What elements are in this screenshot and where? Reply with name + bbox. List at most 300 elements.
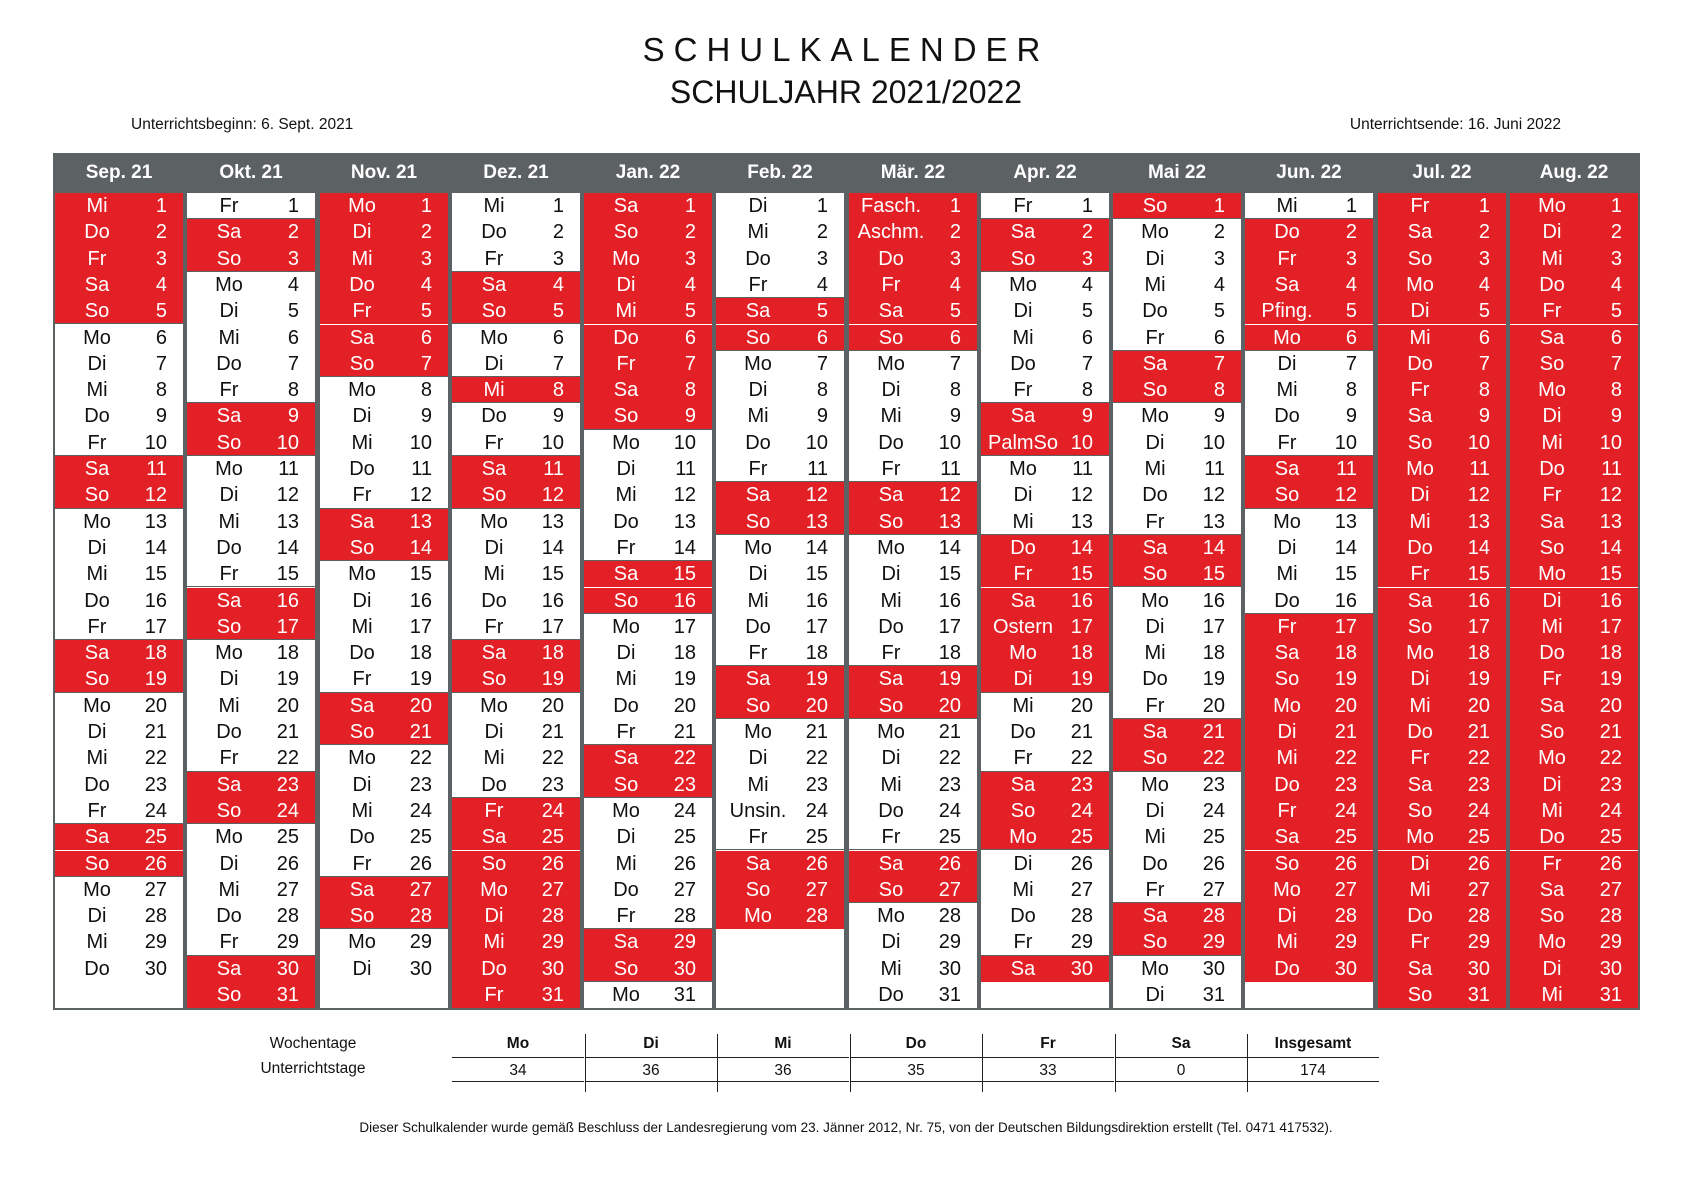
day-cell <box>187 851 315 877</box>
day-cell <box>452 351 580 377</box>
day-number: 25 <box>144 826 167 849</box>
day-cell <box>1510 798 1638 824</box>
weekday-label: So <box>1274 852 1300 875</box>
weekday-label: Mi <box>1012 694 1034 717</box>
weekday-label: Mi <box>351 247 373 270</box>
day-cell <box>849 351 977 377</box>
day-cell <box>452 588 580 614</box>
weekday-label: Sa <box>481 273 507 296</box>
day-cell <box>981 614 1109 640</box>
day-number: 23 <box>805 773 828 796</box>
weekday-label: Do <box>745 431 771 454</box>
day-cell <box>452 509 580 535</box>
day-number: 5 <box>1478 300 1490 323</box>
weekday-label: Di <box>616 458 636 480</box>
day-number: 29 <box>1202 931 1225 954</box>
day-number: 28 <box>1202 905 1225 928</box>
day-number: 29 <box>1334 931 1357 954</box>
weekday-label: Mi <box>1541 615 1563 638</box>
day-number: 14 <box>541 536 564 559</box>
weekday-label: Mi <box>1144 826 1166 849</box>
day-number: 23 <box>144 773 167 796</box>
day-number: 4 <box>1610 273 1622 296</box>
day-number: 4 <box>287 273 299 296</box>
day-cell <box>320 430 448 456</box>
weekday-label: So <box>745 694 771 717</box>
day-cell <box>849 298 977 324</box>
day-cell <box>187 219 315 245</box>
weekday-label: Mo <box>612 431 640 454</box>
day-number: 4 <box>1478 273 1490 296</box>
day-cell <box>320 640 448 666</box>
day-number: 25 <box>673 826 696 849</box>
day-cell <box>452 693 580 719</box>
summary-rule <box>850 1081 982 1082</box>
day-cell <box>584 509 712 535</box>
day-number: 9 <box>949 405 961 428</box>
month-column <box>849 193 977 1008</box>
weekday-label: Do <box>84 405 110 428</box>
weekday-label: So <box>878 694 904 717</box>
day-cell <box>584 482 712 508</box>
day-number: 11 <box>1204 458 1225 480</box>
weekday-label: So <box>1010 799 1036 822</box>
day-number: 25 <box>805 826 828 849</box>
day-cell <box>1113 535 1241 561</box>
day-number: 29 <box>1599 931 1622 954</box>
day-number: 19 <box>1202 668 1225 691</box>
day-number: 12 <box>1334 484 1357 507</box>
weekday-label: Fr <box>881 826 901 849</box>
day-number: 16 <box>276 589 299 612</box>
day-number: 17 <box>805 615 828 638</box>
day-cell <box>187 982 315 1008</box>
weekday-label: Mo <box>1273 694 1301 717</box>
weekday-label: Di <box>881 379 901 402</box>
day-number: 12 <box>144 484 167 507</box>
day-cell <box>187 561 315 587</box>
day-cell <box>320 535 448 561</box>
day-cell <box>452 403 580 429</box>
day-cell <box>1510 588 1638 614</box>
day-cell <box>849 430 977 456</box>
day-number: 29 <box>1070 931 1093 954</box>
day-number: 5 <box>1610 300 1622 323</box>
day-number: 21 <box>1202 721 1225 743</box>
day-cell <box>1113 693 1241 719</box>
day-cell <box>55 745 183 771</box>
day-number: 15 <box>1467 563 1490 586</box>
day-cell <box>584 982 712 1008</box>
day-cell <box>981 588 1109 614</box>
day-number: 15 <box>144 563 167 586</box>
summary-rule <box>1115 1057 1247 1058</box>
day-cell <box>55 588 183 614</box>
weekday-label: Mi <box>86 563 108 586</box>
day-number: 9 <box>1478 405 1490 428</box>
day-cell <box>849 772 977 798</box>
weekday-label: Do <box>481 589 507 612</box>
day-number: 28 <box>1467 905 1490 928</box>
weekday-label: Fr <box>1542 852 1562 875</box>
day-cell <box>981 824 1109 850</box>
day-number: 29 <box>673 931 696 954</box>
day-number: 2 <box>816 221 828 244</box>
day-cell <box>1510 456 1638 482</box>
day-number: 21 <box>673 721 696 743</box>
day-number: 21 <box>144 721 167 743</box>
day-number: 19 <box>805 668 828 691</box>
weekday-label: Mo <box>1009 458 1037 480</box>
day-cell <box>1245 509 1373 535</box>
day-cell <box>1510 219 1638 245</box>
weekday-label: Sa <box>216 221 242 244</box>
day-cell <box>1510 666 1638 692</box>
day-number: 9 <box>1345 405 1357 428</box>
day-number: 10 <box>1599 431 1622 454</box>
day-cell <box>55 193 183 219</box>
weekday-label: Do <box>1539 642 1565 665</box>
day-cell <box>716 403 844 429</box>
weekday-label: Mo <box>1141 589 1169 612</box>
day-cell <box>849 666 977 692</box>
day-cell <box>55 666 183 692</box>
weekday-label: Sa <box>1407 221 1433 244</box>
weekday-label: Di <box>1145 615 1165 638</box>
day-number: 25 <box>1467 826 1490 849</box>
teaching-days-label: Unterrichtstage <box>260 1060 366 1077</box>
day-number: 26 <box>673 852 696 875</box>
weekday-label: Fr <box>1013 747 1033 770</box>
weekday-label: Fr <box>219 931 239 954</box>
day-number: 4 <box>1081 273 1093 296</box>
weekday-label: Mi <box>1541 431 1563 454</box>
day-cell <box>1378 772 1506 798</box>
day-cell <box>55 219 183 245</box>
day-cell <box>1378 430 1506 456</box>
weekday-label: Sa <box>1010 405 1036 428</box>
day-number: 31 <box>1467 984 1490 1006</box>
day-cell <box>1113 377 1241 403</box>
day-number: 11 <box>1072 458 1093 480</box>
day-number: 6 <box>420 326 432 349</box>
day-cell <box>584 929 712 955</box>
day-cell <box>1378 693 1506 719</box>
day-number: 21 <box>1467 721 1490 743</box>
day-cell <box>452 824 580 850</box>
day-cell <box>716 482 844 508</box>
weekday-label: Di <box>1145 431 1165 454</box>
day-number: 5 <box>287 300 299 323</box>
weekday-label: Fr <box>352 852 372 875</box>
day-number: 10 <box>673 431 696 454</box>
weekday-label: Di <box>352 405 372 428</box>
day-cell <box>1510 745 1638 771</box>
weekday-label: Di <box>616 826 636 849</box>
day-cell <box>849 219 977 245</box>
day-number: 28 <box>276 905 299 928</box>
weekday-label: Sa <box>1539 878 1565 901</box>
day-number: 7 <box>1213 352 1225 375</box>
day-number: 7 <box>684 352 696 375</box>
day-cell <box>320 456 448 482</box>
weekday-label: Do <box>1010 905 1036 928</box>
weekday-label: Mi <box>615 484 637 507</box>
weekday-label: Fr <box>1277 247 1297 270</box>
day-cell <box>452 772 580 798</box>
weekday-label: Fr <box>616 536 636 559</box>
summary-column <box>850 1034 982 1092</box>
day-cell <box>452 982 580 1008</box>
day-cell <box>187 535 315 561</box>
day-cell <box>1378 272 1506 298</box>
day-number: 17 <box>1334 615 1357 638</box>
month-header: Mai 22 <box>1147 162 1207 183</box>
day-cell <box>1245 403 1373 429</box>
summary-rule <box>717 1057 849 1058</box>
day-number: 15 <box>541 563 564 586</box>
weekday-label: Do <box>613 878 639 901</box>
day-number: 11 <box>807 458 828 480</box>
weekday-label: Sa <box>1539 326 1565 349</box>
day-number: 7 <box>1081 352 1093 375</box>
day-number: 21 <box>1070 721 1093 743</box>
weekday-label: So <box>1407 247 1433 270</box>
day-number: 4 <box>1345 273 1357 296</box>
day-cell <box>1378 666 1506 692</box>
day-number: 16 <box>541 589 564 612</box>
weekday-label: Di <box>352 773 372 796</box>
day-number: 1 <box>1610 195 1622 217</box>
day-cell <box>981 482 1109 508</box>
summary-column <box>1247 1034 1379 1092</box>
day-number: 10 <box>276 431 299 454</box>
weekday-label: Do <box>349 642 375 665</box>
weekday-label: Sa <box>1539 694 1565 717</box>
day-cell <box>1378 298 1506 324</box>
day-cell <box>452 272 580 298</box>
day-cell <box>55 719 183 745</box>
day-number: 9 <box>1610 405 1622 428</box>
day-cell <box>1113 246 1241 272</box>
day-cell <box>1113 325 1241 351</box>
day-number: 27 <box>276 878 299 901</box>
weekday-label: So <box>481 668 507 691</box>
day-number: 20 <box>409 694 432 717</box>
weekday-label: Do <box>1407 352 1433 375</box>
weekday-label: Sa <box>216 773 242 796</box>
day-cell <box>1378 824 1506 850</box>
summary-head: Di <box>643 1035 659 1052</box>
day-number: 7 <box>949 352 961 375</box>
day-number: 8 <box>420 379 432 402</box>
weekday-label: Mo <box>348 931 376 954</box>
weekday-label: Mi <box>1409 878 1431 901</box>
month-column <box>55 193 183 1008</box>
day-cell <box>55 851 183 877</box>
weekday-label: Mo <box>215 826 243 849</box>
day-cell <box>1113 193 1241 219</box>
day-cell <box>320 824 448 850</box>
day-number: 5 <box>949 300 961 323</box>
day-cell <box>1113 272 1241 298</box>
day-number: 15 <box>276 563 299 586</box>
day-number: 11 <box>543 458 564 480</box>
day-cell <box>1113 903 1241 929</box>
weekday-label: Di <box>87 721 107 743</box>
day-cell <box>849 851 977 877</box>
day-number: 21 <box>276 721 299 743</box>
day-number: 30 <box>1202 957 1225 980</box>
weekday-label: Mi <box>1144 273 1166 296</box>
weekday-label: Sa <box>745 300 771 323</box>
day-cell <box>320 482 448 508</box>
weekday-label: Do <box>1539 826 1565 849</box>
day-number: 26 <box>1334 852 1357 875</box>
day-number: 7 <box>1610 352 1622 375</box>
day-cell <box>320 719 448 745</box>
day-number: 3 <box>420 247 432 270</box>
day-cell <box>849 509 977 535</box>
day-number: 18 <box>1599 642 1622 665</box>
day-cell <box>716 693 844 719</box>
day-cell <box>187 719 315 745</box>
day-number: 5 <box>1213 300 1225 323</box>
weekday-label: Mo <box>480 694 508 717</box>
day-number: 16 <box>938 589 961 612</box>
weekday-label: Mi <box>1541 247 1563 270</box>
day-number: 6 <box>1345 326 1357 349</box>
day-number: 6 <box>816 326 828 349</box>
weekday-label: Mi <box>86 747 108 770</box>
day-number: 22 <box>144 747 167 770</box>
day-cell <box>55 772 183 798</box>
weekday-label: Di <box>1277 905 1297 928</box>
weekday-label: Mi <box>483 747 505 770</box>
day-number: 25 <box>938 826 961 849</box>
weekday-label: Sa <box>745 668 771 691</box>
weekday-label: Fr <box>1145 510 1165 533</box>
day-cell <box>1113 824 1241 850</box>
weekday-label: Di <box>1013 852 1033 875</box>
day-cell <box>981 298 1109 324</box>
day-number: 19 <box>1599 668 1622 691</box>
weekday-label: Di <box>219 852 239 875</box>
day-number: 28 <box>938 905 961 928</box>
day-cell <box>584 640 712 666</box>
day-cell <box>1113 403 1241 429</box>
day-cell <box>187 298 315 324</box>
summary-value: 35 <box>907 1062 925 1079</box>
month-header: Okt. 21 <box>219 162 283 183</box>
weekday-label: Sa <box>878 484 904 507</box>
month-header: Dez. 21 <box>483 162 549 183</box>
day-cell <box>187 693 315 719</box>
weekday-label: So <box>1274 668 1300 691</box>
day-number: 6 <box>1081 326 1093 349</box>
day-number: 23 <box>1467 773 1490 796</box>
day-cell <box>716 535 844 561</box>
day-cell <box>320 351 448 377</box>
day-cell <box>1245 903 1373 929</box>
weekday-label: Sa <box>613 379 639 402</box>
day-number: 17 <box>1070 615 1093 638</box>
weekday-label: Fr <box>1410 195 1430 217</box>
day-cell <box>1378 745 1506 771</box>
day-number: 12 <box>1467 484 1490 507</box>
day-number: 9 <box>684 405 696 428</box>
day-number: 19 <box>1070 668 1093 691</box>
day-cell <box>981 351 1109 377</box>
weekday-label: Mo <box>877 905 905 928</box>
weekday-label: Di <box>352 221 372 244</box>
weekday-label: Di <box>748 563 768 586</box>
day-cell <box>1378 482 1506 508</box>
weekday-label: So <box>481 300 507 323</box>
day-cell <box>849 588 977 614</box>
day-cell <box>1113 956 1241 982</box>
weekday-label: Ostern <box>992 615 1054 638</box>
day-number: 29 <box>541 931 564 954</box>
weekday-label: Mo <box>1406 458 1434 480</box>
day-number: 23 <box>1070 773 1093 796</box>
day-cell <box>1510 509 1638 535</box>
day-cell <box>187 509 315 535</box>
day-cell <box>1245 456 1373 482</box>
day-number: 23 <box>1202 773 1225 796</box>
day-number: 13 <box>805 510 828 533</box>
day-cell <box>55 325 183 351</box>
day-number: 1 <box>287 195 299 217</box>
weekday-label: Mi <box>1276 931 1298 954</box>
day-cell <box>716 351 844 377</box>
weekday-label: So <box>1010 247 1036 270</box>
day-cell <box>981 561 1109 587</box>
day-number: 13 <box>1599 510 1622 533</box>
day-cell <box>1510 877 1638 903</box>
day-number: 3 <box>816 247 828 270</box>
day-cell <box>716 456 844 482</box>
day-cell <box>320 929 448 955</box>
page-subtitle: SCHULJAHR 2021/2022 <box>669 74 1023 110</box>
weekday-label: Sa <box>349 510 375 533</box>
weekday-label: Mo <box>215 458 243 480</box>
weekday-label: Mo <box>348 195 376 217</box>
day-cell <box>716 377 844 403</box>
day-cell <box>716 903 844 929</box>
day-number: 15 <box>1202 563 1225 586</box>
day-cell <box>1113 456 1241 482</box>
day-cell <box>981 929 1109 955</box>
day-cell <box>1245 824 1373 850</box>
weekday-label: Mo <box>1538 379 1566 402</box>
day-cell <box>1510 956 1638 982</box>
day-cell <box>716 193 844 219</box>
weekday-label: Sa <box>1407 589 1433 612</box>
day-number: 22 <box>1334 747 1357 770</box>
day-cell <box>716 640 844 666</box>
day-number: 20 <box>144 694 167 717</box>
weekday-label: Do <box>216 536 242 559</box>
day-number: 16 <box>409 589 432 612</box>
day-cell <box>981 193 1109 219</box>
day-number: 4 <box>684 273 696 296</box>
day-cell <box>320 325 448 351</box>
weekday-label: So <box>216 431 242 454</box>
weekday-label: Mo <box>348 747 376 770</box>
day-number: 3 <box>1081 247 1093 270</box>
day-cell <box>1378 877 1506 903</box>
